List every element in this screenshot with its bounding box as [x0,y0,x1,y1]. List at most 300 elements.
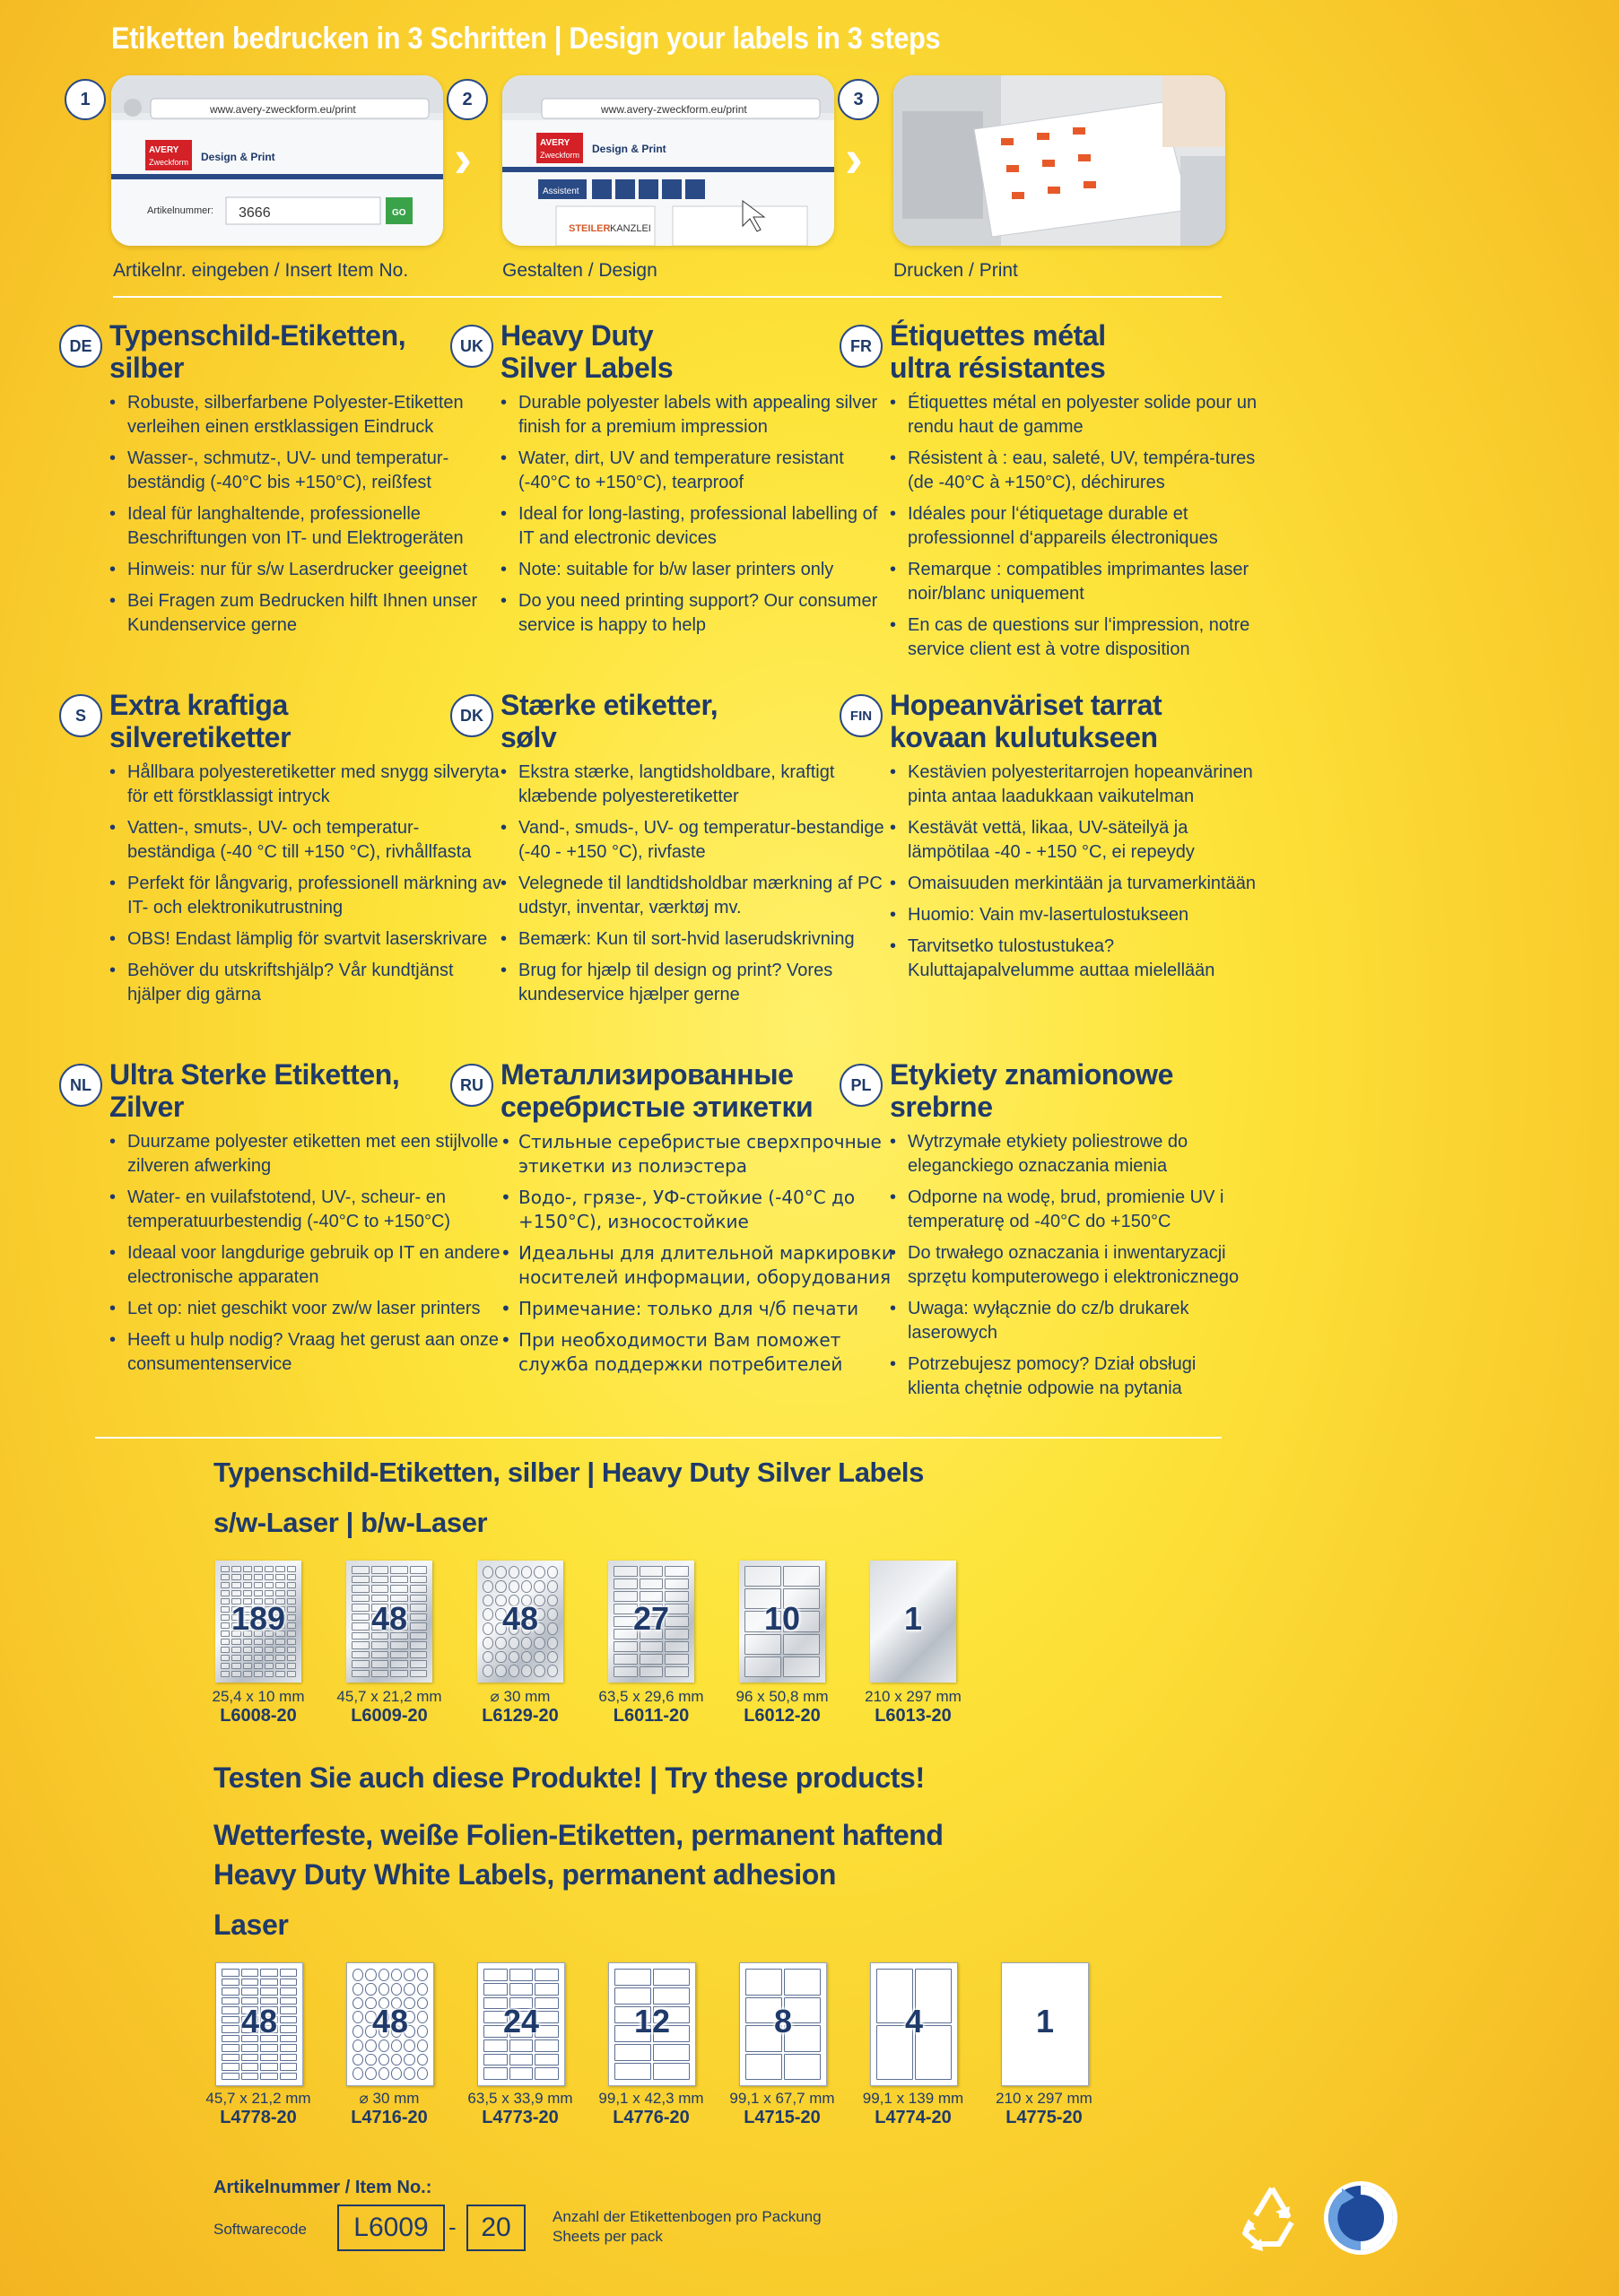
label-dimensions: 96 x 50,8 mm [736,1688,829,1705]
lang-badge: UK [450,325,493,368]
divider [113,296,1222,298]
label-cell [265,1639,274,1645]
label-cell [353,2054,363,2066]
step-2-screenshot [502,75,834,246]
lang-block-fin [840,689,1256,1048]
label-cell [231,1663,240,1669]
label-cell [254,1647,263,1653]
label-cell [547,1566,558,1578]
label-cell [275,1590,284,1596]
label-cell [371,1566,389,1574]
lang-title: Stærke etiketter, sølv [500,689,718,753]
label-cell [483,1665,493,1677]
step1-field-value: 3666 [239,205,271,221]
label-cell [665,1578,689,1589]
label-cell [353,1969,363,1981]
list-item: • Robuste, silberfarbene Polyester-Etiketten verleihen einen erstklassigen Eindruck [109,391,504,439]
label-cell [417,1983,428,1996]
step2-url: www.avery-zweckform.eu/print [601,103,747,116]
label-cell [221,1574,230,1580]
svg-text:AVERY: AVERY [540,138,570,148]
label-cell [509,1665,519,1677]
lang-block-fr [840,319,1258,678]
lang-title: Hopeanväriset tarrat kovaan kulutukseen [890,689,1162,753]
label-cell [280,2044,298,2052]
list-item: • Примечание: только для ч/б печати [500,1297,895,1321]
label-count: 12 [633,2003,671,2039]
label-cell [254,1663,263,1669]
label-cell [509,1969,534,1981]
bullet-list [500,391,895,645]
list-item: • Kestävät vettä, likaa, UV-säteilyä ja lämpötilaa -40 - +150 °C, ei repeydy [890,816,1266,865]
label-cell [371,1651,389,1659]
label-cell [410,1576,428,1584]
label-cell [614,1969,651,1986]
label-cell [391,1969,402,1981]
chevron-right-icon: › [845,128,863,188]
step1-app: Design & Print [201,151,275,163]
label-cell [640,1641,664,1652]
list-item: • Omaisuuden merkintään ja turvamerkintään [890,872,1266,896]
lang-badge: FIN [840,694,883,737]
product-code: L4778-20 [220,2108,297,2127]
label-cell [379,2054,389,2066]
label-cell [534,1580,544,1593]
bullet-list [109,1130,504,1384]
label-cell [371,1576,389,1584]
label-cell [260,1969,278,1977]
label-cell [260,1987,278,1996]
label-cell [410,1651,428,1659]
label-cell [404,2054,414,2066]
label-cell [665,1666,689,1677]
label-cell [241,1987,259,1996]
label-count: 48 [240,2003,278,2039]
label-cell [254,1590,263,1596]
list-item: • Do trwałego oznaczania i inwentaryzacji sprzętu komputerowego i elektronicznego [890,1241,1249,1290]
label-cell [371,1660,389,1668]
bullet-list [890,1130,1249,1408]
list-item: • Ideal für langhaltende, professionelle Beschriftungen von IT- und Elektrogeräten [109,502,504,551]
label-cell [640,1666,664,1677]
step2-label-a: STEILER [569,223,611,234]
label-cell [535,1983,559,1996]
label-cell [365,1983,376,1996]
step-3-caption: Drucken / Print [893,260,1018,281]
lang-badge: RU [450,1064,493,1107]
label-cell [390,1670,408,1678]
lang-badge: FR [840,325,883,368]
list-item: • Wytrzymałe etykiety poliestrowe do eleganckiego oznaczania mienia [890,1130,1249,1178]
label-cell [379,2067,389,2080]
sheets-label-en: Sheets per pack [553,2228,663,2245]
label-sheet [215,1962,303,2086]
label-cell [222,2073,239,2081]
label-cell [241,2063,259,2071]
lang-title: Extra kraftiga silveretiketter [109,689,292,753]
label-cell [534,1651,544,1664]
label-cell [280,1969,298,1977]
label-cell [653,1969,690,1986]
label-cell [784,2054,821,2081]
label-cell [243,1671,252,1677]
label-cell [287,1574,296,1580]
label-cell [265,1590,274,1596]
item-code-box: L6009 [337,2205,445,2251]
label-cell [221,1655,230,1661]
list-item: • Bemærk: Kun til sort-hvid laserudskrivning [500,927,895,952]
label-cell [535,1969,559,1981]
label-cell [371,1585,389,1593]
label-cell [614,2063,651,2080]
list-item: • Vand-, smuds-, UV- og temperatur-bestandige (-40 - +150 °C), rivfaste [500,816,895,865]
list-item: • Uwaga: wyłącznie do cz/b drukarek laserowych [890,1297,1249,1345]
label-cell [783,1657,820,1677]
label-cell [243,1663,252,1669]
label-cell [352,1670,370,1678]
label-cell [495,1637,506,1649]
label-cell [365,2039,376,2052]
label-count: 8 [773,2003,793,2039]
label-cell [260,2044,278,2052]
label-cell [365,2067,376,2080]
label-cell [231,1647,240,1653]
bullet-list [500,1130,895,1384]
label-cell [483,2039,508,2052]
label-cell [280,1979,298,1987]
label-cell [275,1574,284,1580]
label-count: 24 [502,2003,540,2039]
label-cell [653,2044,690,2061]
list-item: • Kestävien polyesteritarrojen hopeanvärinen pinta antaa laadukkaan vaikutelman [890,761,1266,809]
label-cell [534,1566,544,1578]
label-cell [379,1983,389,1996]
try-section-title: Testen Sie auch diese Produkte! | Try these products! [213,1761,925,1794]
product-code: L6013-20 [875,1706,952,1726]
label-sheet [608,1962,696,2086]
step-number-3: 3 [838,79,879,120]
label-cell [254,1582,263,1588]
label-cell [404,1969,414,1981]
label-cell [521,1665,532,1677]
label-cell [265,1566,274,1572]
label-cell [287,1663,296,1669]
label-cell [260,2063,278,2071]
label-cell [404,2067,414,2080]
sheets-label-de: Anzahl der Etikettenbogen pro Packung [553,2208,822,2225]
label-sheet [477,1962,565,2086]
list-item: • Potrzebujesz pomocy? Dział obsługi klienta chętnie odpowie na pytania [890,1352,1249,1401]
list-item: • При необходимости Вам поможет служба поддержки потребителей [500,1328,895,1377]
sheets-box: 20 [466,2205,526,2251]
lang-badge: NL [59,1064,102,1107]
label-cell [483,2067,508,2080]
label-cell [265,1574,274,1580]
label-cell [509,1566,519,1578]
label-cell [287,1582,296,1588]
list-item: • Tarvitsetko tulostustukea? Kuluttajapalvelumme auttaa mielellään [890,935,1266,983]
label-cell [745,2054,782,2081]
lang-title: Ultra Sterke Etiketten, Zilver [109,1058,400,1123]
label-cell [483,1969,508,1981]
svg-text:Zweckform: Zweckform [149,158,189,167]
lang-title: Typenschild-Etiketten, silber [109,319,406,384]
step2-tool: Assistent [543,187,579,196]
label-count: 4 [904,2003,924,2039]
label-cell [390,1660,408,1668]
label-cell [231,1639,240,1645]
label-cell [241,1979,259,1987]
label-cell [521,1566,532,1578]
label-cell [744,1566,781,1587]
label-cell [352,1641,370,1649]
label-cell [287,1639,296,1645]
silver-section-title: Typenschild-Etiketten, silber | Heavy Duty Silver Labels [213,1457,924,1488]
label-cell [352,1651,370,1659]
label-cell [275,1663,284,1669]
label-cell [260,1979,278,1987]
label-cell [371,1670,389,1678]
lang-block-pl [840,1058,1240,1417]
label-cell [287,1566,296,1572]
label-cell [275,1639,284,1645]
label-cell [483,1651,493,1664]
label-cell [254,1655,263,1661]
label-cell [495,1665,506,1677]
label-cell [665,1654,689,1665]
label-cell [231,1582,240,1588]
label-cell [379,2039,389,2052]
list-item: • Hinweis: nur für s/w Laserdrucker geeignet [109,558,504,582]
step2-label-b: KANZLEI [610,223,651,234]
svg-text:Zweckform: Zweckform [540,151,580,160]
label-cell [547,1637,558,1649]
label-dimensions: 99,1 x 42,3 mm [598,2090,704,2107]
recycle-icon [1236,2179,1308,2256]
label-cell [287,1671,296,1677]
list-item: • Idéales pour l‘étiquetage durable et professionnel d‘appareils électroniques [890,502,1266,551]
label-count: 10 [763,1600,801,1637]
label-cell [280,2073,298,2081]
label-cell [365,2054,376,2066]
product-code: L4776-20 [613,2108,690,2127]
label-cell [495,1566,506,1578]
list-item: • Bei Fragen zum Bedrucken hilft Ihnen unser Kundenservice gerne [109,589,504,638]
label-cell [614,1666,638,1677]
label-cell [287,1655,296,1661]
step-number-1: 1 [65,79,106,120]
label-cell [352,1566,370,1574]
list-item: • Водо-, грязе-, УФ-стойкие (-40°C до +150°C), износостойкие [500,1186,895,1234]
label-cell [243,1582,252,1588]
list-item: • Behöver du utskriftshjälp? Vår kundtjänst hjälper dig gärna [109,959,504,1007]
label-cell [509,1983,534,1996]
label-cell [243,1655,252,1661]
label-cell [265,1582,274,1588]
label-cell [535,2039,559,2052]
label-cell [243,1566,252,1572]
label-cell [640,1654,664,1665]
label-cell [640,1578,664,1589]
step-2-caption: Gestalten / Design [502,260,657,281]
label-cell [254,1566,263,1572]
label-sheet [346,1962,434,2086]
label-cell [260,2073,278,2081]
label-cell [241,2054,259,2062]
lang-badge: DK [450,694,493,737]
label-cell [243,1639,252,1645]
label-dimensions: 210 x 297 mm [865,1688,962,1705]
label-cell [614,2044,651,2061]
label-cell [535,2067,559,2080]
label-dimensions: ⌀ 30 mm [490,1688,551,1705]
product-code: L4775-20 [1005,2108,1083,2127]
label-cell [404,1983,414,1996]
list-item: • Remarque : compatibles imprimantes laser noir/blanc uniquement [890,558,1266,606]
label-cell [231,1590,240,1596]
list-item: • Résistent à : eau, saleté, UV, tempéra-tures (de -40°C à +150°C), déchirures [890,447,1266,495]
label-cell [391,2054,402,2066]
list-item: • Ekstra stærke, langtidsholdbare, kraftigt klæbende polyesteretiketter [500,761,895,809]
label-cell [222,1969,239,1977]
product-code: L6011-20 [613,1706,690,1726]
item-number-label: Artikelnummer / Item No.: [213,2178,432,2197]
product-code: L6008-20 [220,1706,297,1726]
divider [95,1437,1222,1439]
label-dimensions: ⌀ 30 mm [359,2090,420,2107]
bullet-list [890,761,1266,990]
label-cell [353,2067,363,2080]
step-1-screenshot [111,75,443,246]
label-cell [265,1655,274,1661]
label-sheet [477,1561,563,1683]
product-code: L4716-20 [351,2108,428,2127]
list-item: • Wasser-, schmutz-, UV- und temperatur-beständig (-40°C bis +150°C), reißfest [109,447,504,495]
step-3-photo [893,75,1225,246]
list-item: • Odporne na wodę, brud, promienie UV i temperaturę od -40°C do +150°C [890,1186,1249,1234]
label-cell [275,1655,284,1661]
label-sheet [346,1561,432,1683]
label-cell [353,2039,363,2052]
label-cell [265,1647,274,1653]
label-dimensions: 99,1 x 139 mm [862,2090,964,2107]
label-cell [221,1663,230,1669]
label-cell [665,1566,689,1577]
list-item: • Vatten-, smuts-, UV- och temperatur-beständiga (-40 °C till +150 °C), rivhållfasta [109,816,504,865]
label-cell [352,1585,370,1593]
label-cell [495,1580,506,1593]
label-cell [483,1580,493,1593]
label-cell [390,1576,408,1584]
list-item: • Velegnede til landtidsholdbar mærkning af PC udstyr, inventar, værktøj mv. [500,872,895,920]
label-cell [254,1574,263,1580]
label-cell [222,1979,239,1987]
label-dimensions: 63,5 x 33,9 mm [467,2090,573,2107]
label-cell [222,2063,239,2071]
label-sheet [1001,1962,1089,2086]
label-cell [280,2063,298,2071]
label-cell [221,1566,230,1572]
list-item: • En cas de questions sur l‘impression, notre service client est à votre disposition [890,613,1266,662]
label-cell [547,1665,558,1677]
label-sheet [870,1962,958,2086]
product-code: L6129-20 [482,1706,559,1726]
list-item: • Идеальны для длительной маркировки носителей информации, оборудования [500,1241,895,1290]
label-cell [640,1566,664,1577]
chevron-right-icon: › [454,128,472,188]
label-cell [410,1566,428,1574]
label-cell [254,1671,263,1677]
label-sheet [739,1962,827,2086]
label-cell [222,1987,239,1996]
label-cell [390,1651,408,1659]
label-cell [417,2067,428,2080]
label-cell [280,2054,298,2062]
label-cell [391,2067,402,2080]
label-cell [410,1670,428,1678]
list-item: • Huomio: Vain mv-lasertulostukseen [890,903,1266,927]
label-cell [509,1651,519,1664]
label-cell [547,1580,558,1593]
label-cell [365,1969,376,1981]
label-cell [231,1566,240,1572]
list-item: • Hållbara polyesteretiketter med snygg silveryta för ett förstklassigt intryck [109,761,504,809]
label-cell [280,1987,298,1996]
step2-app: Design & Print [592,143,666,155]
label-cell [547,1651,558,1664]
product-code: L4773-20 [482,2108,559,2127]
label-cell [221,1590,230,1596]
list-item: • Стильные серебристые сверхпрочные этикетки из полиэстера [500,1130,895,1178]
label-cell [231,1655,240,1661]
label-count: 189 [231,1600,286,1637]
label-cell [260,2054,278,2062]
softwarecode-label: Softwarecode [213,2221,307,2238]
list-item: • Étiquettes métal en polyester solide pour un rendu haut de gamme [890,391,1266,439]
label-cell [509,1637,519,1649]
lang-block-nl [59,1058,500,1417]
label-cell [614,1566,638,1577]
label-cell [265,1671,274,1677]
label-sheet [608,1561,694,1683]
list-item: • Note: suitable for b/w laser printers only [500,558,895,582]
green-dot-icon [1322,2179,1399,2261]
label-cell [521,1651,532,1664]
step1-url: www.avery-zweckform.eu/print [210,103,356,116]
list-item: • Water- en vuilafstotend, UV-, scheur- en temperatuurbestendig (-40°C to +150°C) [109,1186,504,1234]
try-subtitle: Laser [213,1909,289,1941]
label-cell [275,1671,284,1677]
label-cell [241,2073,259,2081]
label-cell [410,1585,428,1593]
lang-title: Heavy Duty Silver Labels [500,319,674,384]
label-cell [275,1582,284,1588]
label-cell [521,1637,532,1649]
label-cell [417,2054,428,2066]
label-cell [483,1983,508,1996]
label-count: 1 [903,1600,923,1637]
label-cell [222,2044,239,2052]
list-item: • Perfekt för långvarig, professionell märkning av IT- och elektronikutrustning [109,872,504,920]
label-cell [231,1574,240,1580]
list-item: • Brug for hjælp til design og print? Vores kundeservice hjælper gerne [500,959,895,1007]
label-cell [275,1647,284,1653]
label-count: 27 [632,1600,670,1637]
label-cell [521,1580,532,1593]
silver-section-subtitle: s/w-Laser | b/w-Laser [213,1507,488,1538]
bullet-list [109,391,504,645]
product-code: L4774-20 [875,2108,952,2127]
